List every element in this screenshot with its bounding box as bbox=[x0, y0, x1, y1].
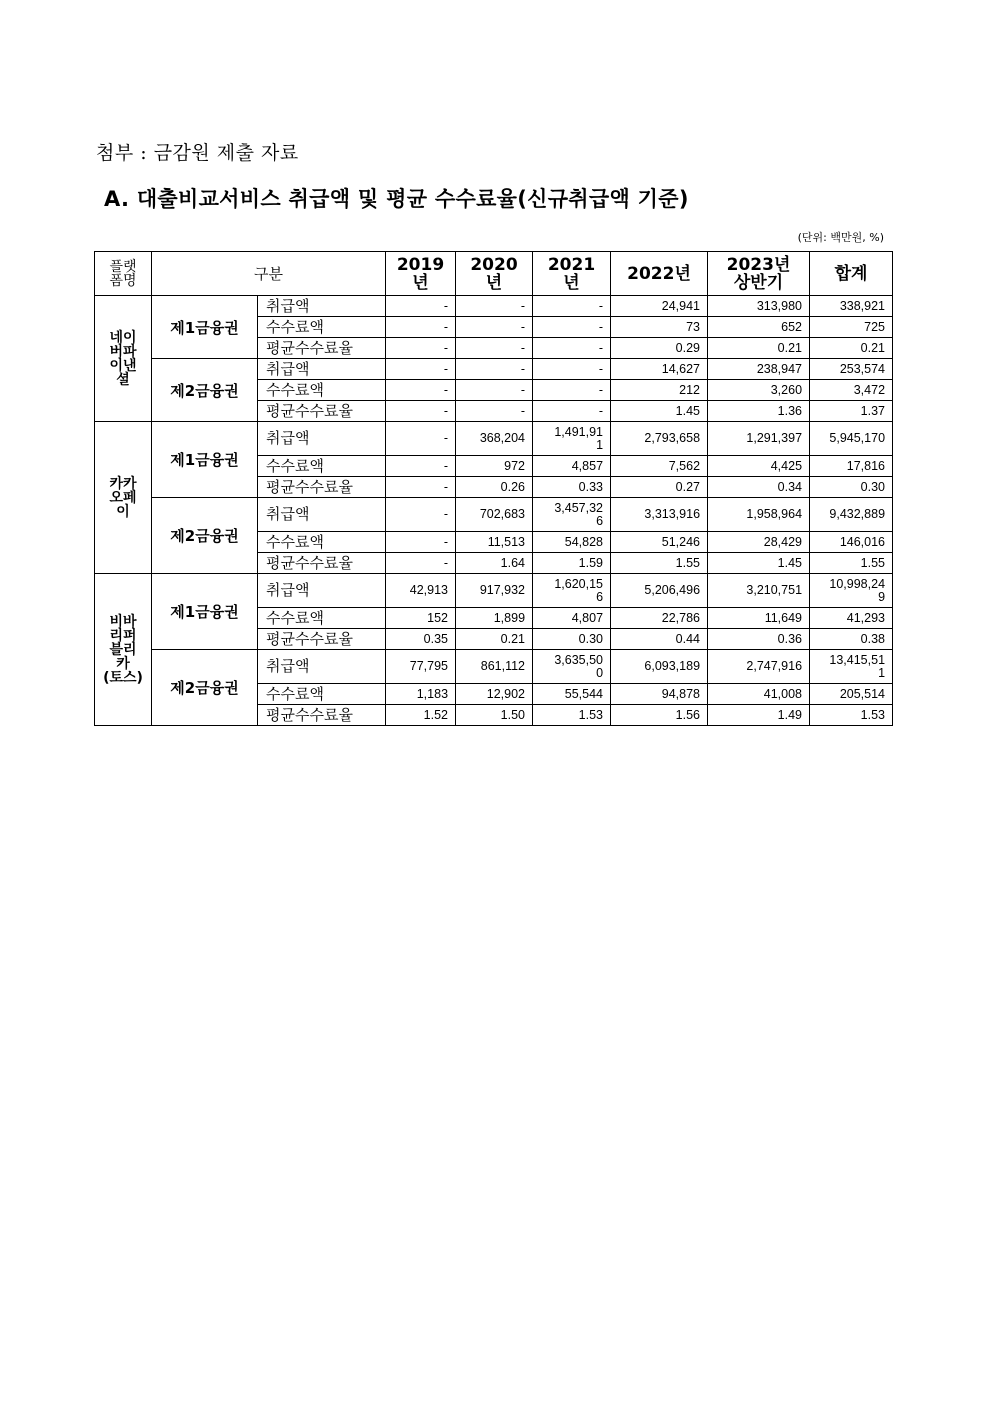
table-row bbox=[95, 498, 893, 532]
value-cell: 3,635,50 0 bbox=[533, 650, 611, 684]
financial-sector: 제2금융권 bbox=[152, 650, 258, 726]
value-cell: 0.21 bbox=[708, 338, 810, 359]
value-cell: - bbox=[533, 380, 611, 401]
value-cell: 4,425 bbox=[708, 456, 810, 477]
section-title: A. 대출비교서비스 취급액 및 평균 수수료율(신규취급액 기준) bbox=[104, 187, 689, 211]
value-cell: 861,112 bbox=[456, 650, 533, 684]
value-cell: 0.33 bbox=[533, 477, 611, 498]
value-cell: 152 bbox=[386, 608, 456, 629]
item-amount: 취급액 bbox=[258, 359, 386, 380]
value-cell: 11,513 bbox=[456, 532, 533, 553]
header-2022: 2022년 bbox=[611, 252, 708, 296]
table-row bbox=[95, 422, 893, 456]
item-avg-rate: 평균수수료율 bbox=[258, 553, 386, 574]
value-cell: 1.45 bbox=[611, 401, 708, 422]
value-cell: 41,293 bbox=[810, 608, 893, 629]
financial-sector: 제2금융권 bbox=[152, 498, 258, 574]
item-fee: 수수료액 bbox=[258, 684, 386, 705]
value-cell: - bbox=[533, 359, 611, 380]
value-cell: 7,562 bbox=[611, 456, 708, 477]
value-cell: 1.59 bbox=[533, 553, 611, 574]
value-cell: 4,857 bbox=[533, 456, 611, 477]
item-fee: 수수료액 bbox=[258, 456, 386, 477]
header-2020: 2020 년 bbox=[456, 252, 533, 296]
item-avg-rate: 평균수수료율 bbox=[258, 338, 386, 359]
value-cell: - bbox=[386, 477, 456, 498]
value-cell: 1.49 bbox=[708, 705, 810, 726]
value-cell: 3,210,751 bbox=[708, 574, 810, 608]
value-cell: 652 bbox=[708, 317, 810, 338]
value-cell: 1.64 bbox=[456, 553, 533, 574]
value-cell: 0.21 bbox=[456, 629, 533, 650]
value-cell: 1.52 bbox=[386, 705, 456, 726]
value-cell: - bbox=[386, 296, 456, 317]
value-cell: 41,008 bbox=[708, 684, 810, 705]
header-2023-h1: 2023년 상반기 bbox=[708, 252, 810, 296]
value-cell: 313,980 bbox=[708, 296, 810, 317]
platform-name: 비바 리퍼 블리 카 (토스) bbox=[95, 574, 152, 726]
value-cell: 1.55 bbox=[810, 553, 893, 574]
value-cell: 1.50 bbox=[456, 705, 533, 726]
value-cell: - bbox=[456, 380, 533, 401]
value-cell: 6,093,189 bbox=[611, 650, 708, 684]
platform-name: 네이 버파 이낸 셜 bbox=[95, 296, 152, 422]
value-cell: - bbox=[386, 422, 456, 456]
table-row bbox=[95, 359, 893, 380]
value-cell: 1.53 bbox=[810, 705, 893, 726]
value-cell: - bbox=[456, 317, 533, 338]
value-cell: 17,816 bbox=[810, 456, 893, 477]
value-cell: 0.44 bbox=[611, 629, 708, 650]
value-cell: - bbox=[533, 317, 611, 338]
financial-sector: 제1금융권 bbox=[152, 574, 258, 650]
value-cell: 1,491,91 1 bbox=[533, 422, 611, 456]
item-amount: 취급액 bbox=[258, 498, 386, 532]
value-cell: 28,429 bbox=[708, 532, 810, 553]
value-cell: 3,313,916 bbox=[611, 498, 708, 532]
value-cell: - bbox=[386, 456, 456, 477]
value-cell: 0.38 bbox=[810, 629, 893, 650]
item-avg-rate: 평균수수료율 bbox=[258, 705, 386, 726]
value-cell: 338,921 bbox=[810, 296, 893, 317]
value-cell: 0.29 bbox=[611, 338, 708, 359]
value-cell: 1,958,964 bbox=[708, 498, 810, 532]
value-cell: 54,828 bbox=[533, 532, 611, 553]
value-cell: 1,183 bbox=[386, 684, 456, 705]
value-cell: 368,204 bbox=[456, 422, 533, 456]
value-cell: 24,941 bbox=[611, 296, 708, 317]
value-cell: 205,514 bbox=[810, 684, 893, 705]
item-amount: 취급액 bbox=[258, 422, 386, 456]
value-cell: 13,415,51 1 bbox=[810, 650, 893, 684]
platform-name: 카카 오페 이 bbox=[95, 422, 152, 574]
value-cell: 212 bbox=[611, 380, 708, 401]
value-cell: 51,246 bbox=[611, 532, 708, 553]
value-cell: 0.34 bbox=[708, 477, 810, 498]
value-cell: 1.53 bbox=[533, 705, 611, 726]
value-cell: - bbox=[456, 401, 533, 422]
value-cell: - bbox=[456, 359, 533, 380]
value-cell: 5,206,496 bbox=[611, 574, 708, 608]
value-cell: 3,472 bbox=[810, 380, 893, 401]
value-cell: 10,998,24 9 bbox=[810, 574, 893, 608]
attachment-label: 첨부 : 금감원 제출 자료 bbox=[96, 142, 299, 164]
value-cell: - bbox=[386, 553, 456, 574]
value-cell: 14,627 bbox=[611, 359, 708, 380]
value-cell: 702,683 bbox=[456, 498, 533, 532]
value-cell: 1,899 bbox=[456, 608, 533, 629]
item-fee: 수수료액 bbox=[258, 317, 386, 338]
financial-sector: 제1금융권 bbox=[152, 422, 258, 498]
item-avg-rate: 평균수수료율 bbox=[258, 629, 386, 650]
value-cell: 22,786 bbox=[611, 608, 708, 629]
value-cell: 972 bbox=[456, 456, 533, 477]
value-cell: 12,902 bbox=[456, 684, 533, 705]
item-amount: 취급액 bbox=[258, 650, 386, 684]
value-cell: 0.26 bbox=[456, 477, 533, 498]
item-fee: 수수료액 bbox=[258, 380, 386, 401]
value-cell: 5,945,170 bbox=[810, 422, 893, 456]
financial-sector: 제2금융권 bbox=[152, 359, 258, 422]
value-cell: - bbox=[386, 380, 456, 401]
table-row bbox=[95, 574, 893, 608]
value-cell: - bbox=[386, 498, 456, 532]
table-row bbox=[95, 650, 893, 684]
value-cell: 94,878 bbox=[611, 684, 708, 705]
value-cell: 146,016 bbox=[810, 532, 893, 553]
value-cell: - bbox=[386, 317, 456, 338]
value-cell: 42,913 bbox=[386, 574, 456, 608]
value-cell: 1.55 bbox=[611, 553, 708, 574]
value-cell: 55,544 bbox=[533, 684, 611, 705]
value-cell: 725 bbox=[810, 317, 893, 338]
value-cell: 3,457,32 6 bbox=[533, 498, 611, 532]
value-cell: - bbox=[533, 401, 611, 422]
header-platform: 플랫 폼명 bbox=[95, 252, 152, 296]
value-cell: 9,432,889 bbox=[810, 498, 893, 532]
header-2019: 2019 년 bbox=[386, 252, 456, 296]
value-cell: 1.36 bbox=[708, 401, 810, 422]
value-cell: 3,260 bbox=[708, 380, 810, 401]
value-cell: 0.36 bbox=[708, 629, 810, 650]
value-cell: - bbox=[386, 359, 456, 380]
header-total: 합계 bbox=[810, 252, 893, 296]
item-avg-rate: 평균수수료율 bbox=[258, 401, 386, 422]
value-cell: - bbox=[386, 338, 456, 359]
value-cell: - bbox=[533, 296, 611, 317]
value-cell: 1,291,397 bbox=[708, 422, 810, 456]
item-amount: 취급액 bbox=[258, 574, 386, 608]
value-cell: 2,793,658 bbox=[611, 422, 708, 456]
value-cell: 0.21 bbox=[810, 338, 893, 359]
item-avg-rate: 평균수수료율 bbox=[258, 477, 386, 498]
value-cell: 1.37 bbox=[810, 401, 893, 422]
unit-note: (단위: 백만원, %) bbox=[797, 231, 884, 244]
value-cell: 0.30 bbox=[810, 477, 893, 498]
value-cell: - bbox=[456, 338, 533, 359]
value-cell: - bbox=[386, 532, 456, 553]
item-amount: 취급액 bbox=[258, 296, 386, 317]
value-cell: - bbox=[533, 338, 611, 359]
value-cell: - bbox=[456, 296, 533, 317]
header-2021: 2021 년 bbox=[533, 252, 611, 296]
value-cell: 0.27 bbox=[611, 477, 708, 498]
value-cell: 0.30 bbox=[533, 629, 611, 650]
item-fee: 수수료액 bbox=[258, 608, 386, 629]
value-cell: 73 bbox=[611, 317, 708, 338]
header-row bbox=[95, 252, 893, 296]
header-gubun: 구분 bbox=[152, 252, 386, 296]
value-cell: 1.56 bbox=[611, 705, 708, 726]
value-cell: 2,747,916 bbox=[708, 650, 810, 684]
value-cell: 917,932 bbox=[456, 574, 533, 608]
value-cell: 253,574 bbox=[810, 359, 893, 380]
table-row bbox=[95, 296, 893, 317]
item-fee: 수수료액 bbox=[258, 532, 386, 553]
value-cell: 0.35 bbox=[386, 629, 456, 650]
value-cell: 11,649 bbox=[708, 608, 810, 629]
value-cell: 1,620,15 6 bbox=[533, 574, 611, 608]
loan-comparison-table bbox=[94, 251, 893, 726]
value-cell: 1.45 bbox=[708, 553, 810, 574]
financial-sector: 제1금융권 bbox=[152, 296, 258, 359]
value-cell: 238,947 bbox=[708, 359, 810, 380]
value-cell: 77,795 bbox=[386, 650, 456, 684]
value-cell: 4,807 bbox=[533, 608, 611, 629]
value-cell: - bbox=[386, 401, 456, 422]
